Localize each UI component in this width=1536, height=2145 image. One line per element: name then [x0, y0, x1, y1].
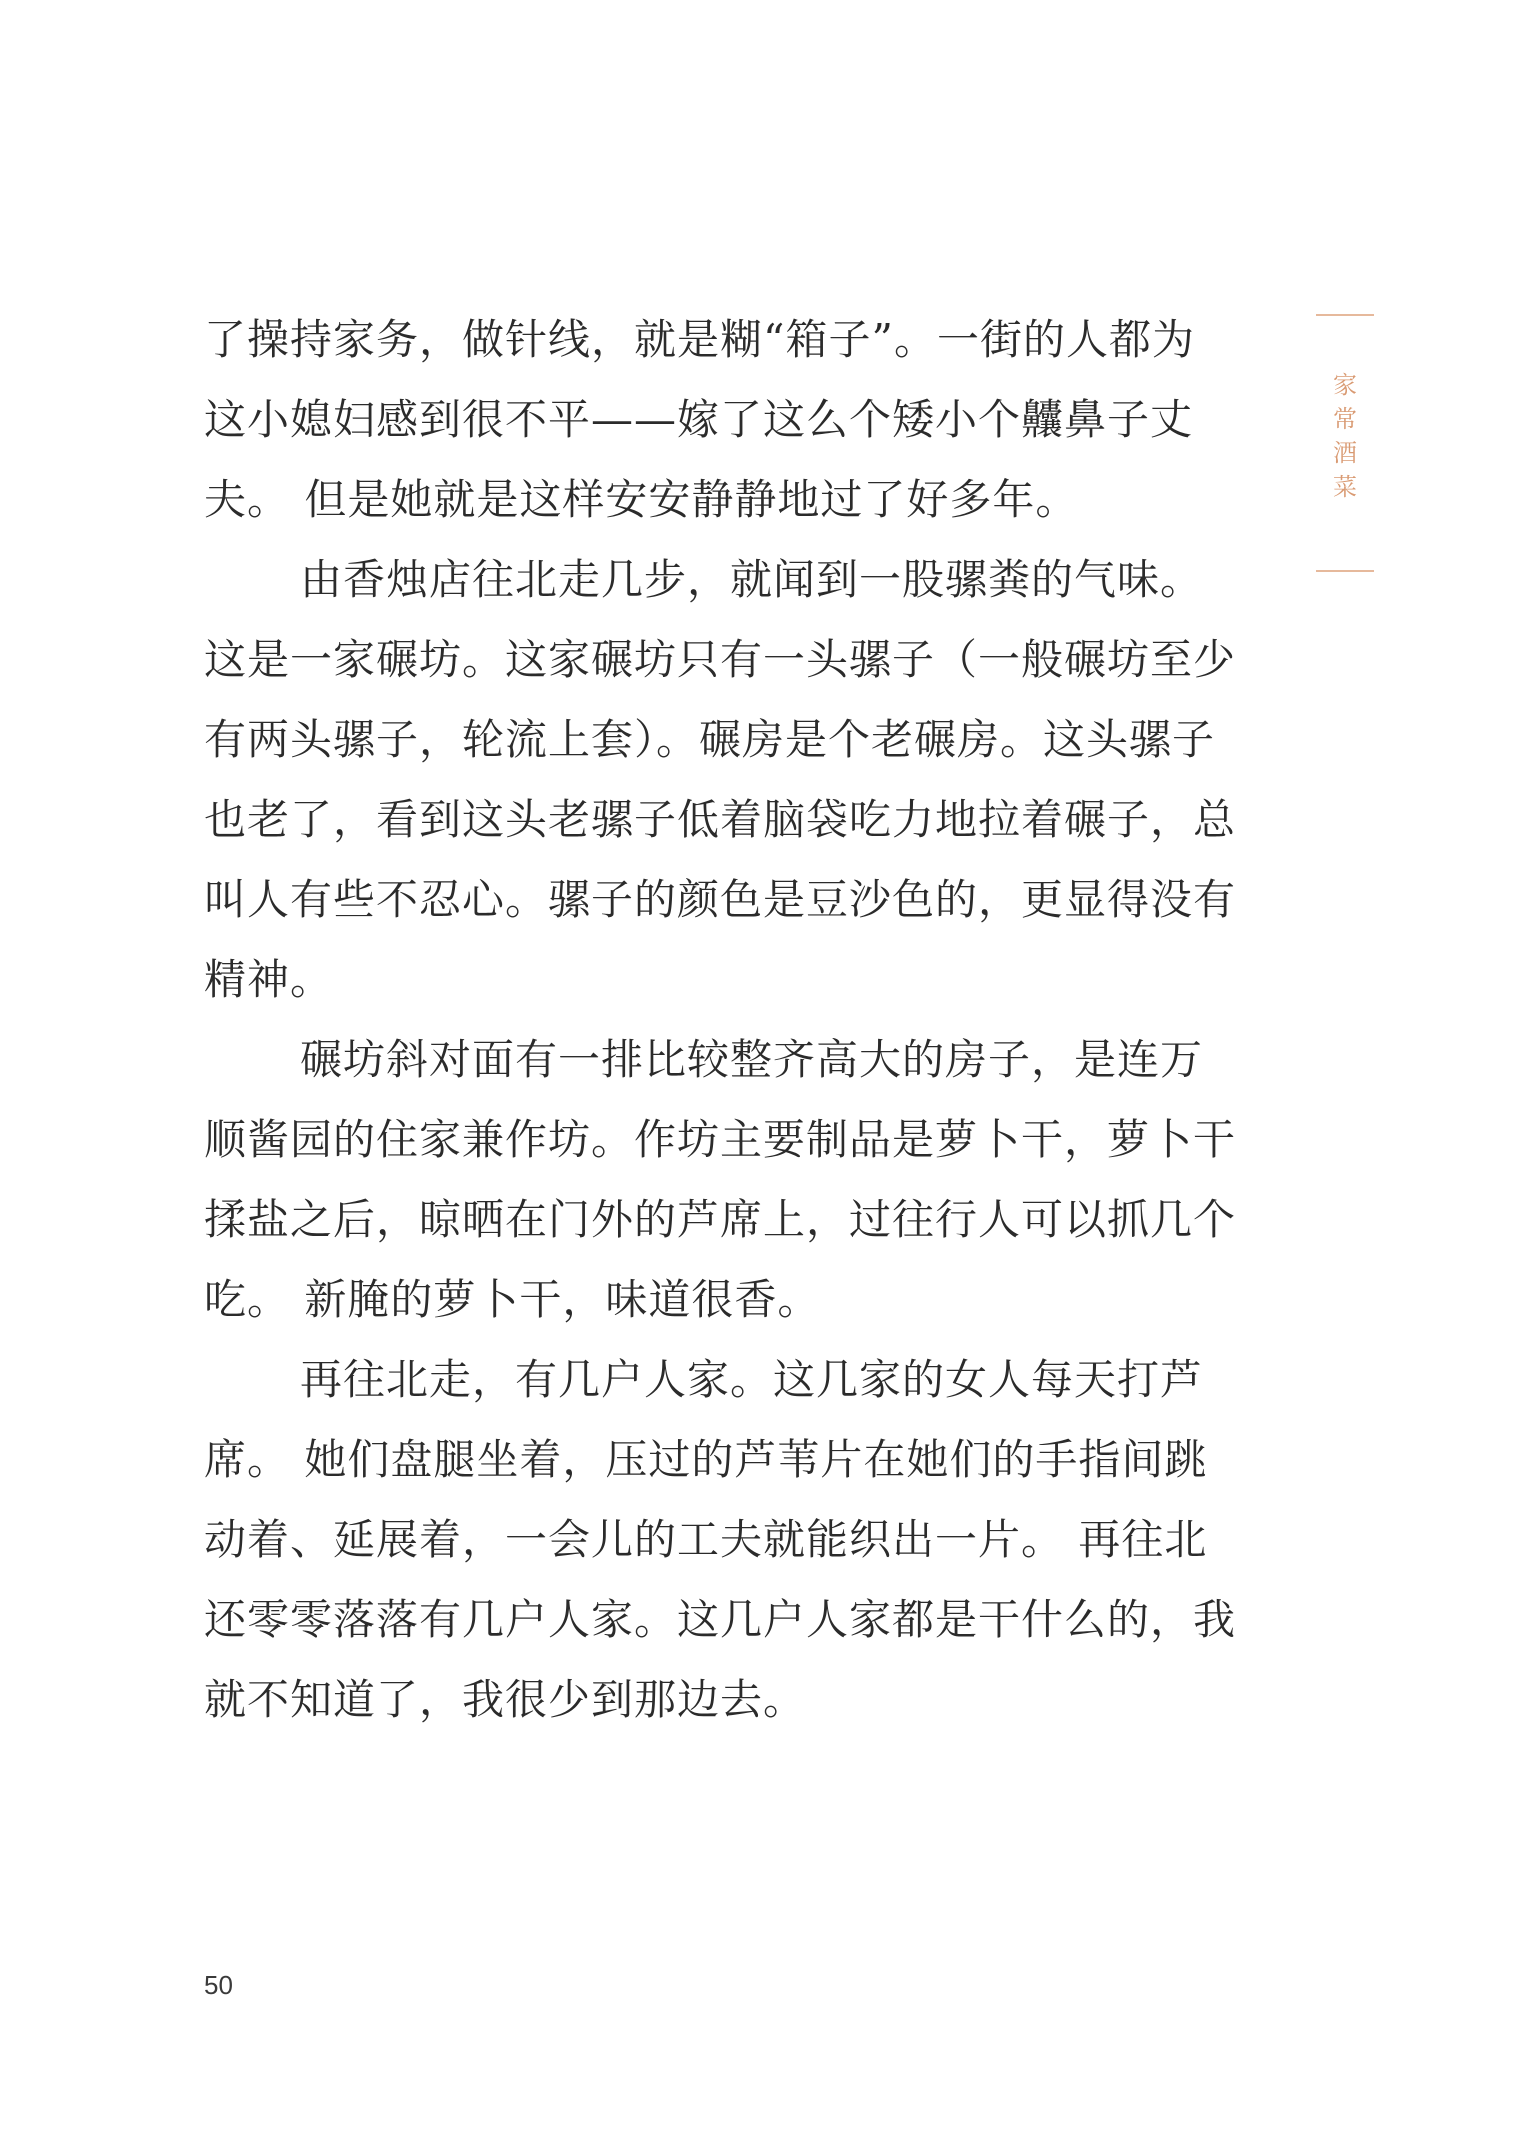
text-line: 还零零落落有几户人家。这几户人家都是干什么的，我	[204, 1595, 1237, 1644]
running-title-bottom-rule	[1316, 570, 1374, 572]
page-number: 50	[204, 1970, 233, 2000]
running-title-char: 常	[1333, 405, 1357, 433]
text-line: 顺酱园的住家兼作坊。作坊主要制品是萝卜干，萝卜干	[204, 1115, 1237, 1164]
running-title-top-rule	[1316, 314, 1374, 316]
text-line: 席。 她们盘腿坐着，压过的芦苇片在她们的手指间跳	[204, 1435, 1208, 1484]
text-line: 动着、延展着，一会儿的工夫就能织出一片。 再往北	[204, 1515, 1208, 1564]
text-line: 就不知道了，我很少到那边去。	[204, 1675, 807, 1724]
paragraph-start-line: 碾坊斜对面有一排比较整齐高大的房子，是连万	[300, 1035, 1204, 1084]
body-text	[204, 300, 1237, 1740]
paragraph-start-line: 再往北走，有几户人家。这几家的女人每天打芦	[300, 1355, 1204, 1404]
text-line: 这是一家碾坊。这家碾坊只有一头骡子（一般碾坊至少	[204, 635, 1237, 684]
running-title	[1330, 368, 1360, 504]
running-title-char: 酒	[1333, 439, 1357, 467]
text-line: 精神。	[204, 955, 334, 1004]
text-line: 吃。 新腌的萝卜干，味道很香。	[204, 1275, 821, 1324]
text-line: 有两头骡子，轮流上套）。碾房是个老碾房。这头骡子	[204, 715, 1216, 764]
paragraph-start-line: 由香烛店往北走几步，就闻到一股骡粪的气味。	[300, 555, 1204, 604]
running-title-char: 菜	[1333, 473, 1357, 501]
text-line: 了操持家务，做针线，就是糊“箱子”。一街的人都为	[204, 315, 1195, 364]
text-line: 也老了，看到这头老骡子低着脑袋吃力地拉着碾子，总	[204, 795, 1237, 844]
text-line: 夫。 但是她就是这样安安静静地过了好多年。	[204, 475, 1079, 524]
text-line: 这小媳妇感到很不平——嫁了这么个矮小个齉鼻子丈	[204, 395, 1194, 444]
running-title-char: 家	[1333, 371, 1357, 399]
text-line: 揉盐之后，晾晒在门外的芦席上，过往行人可以抓几个	[204, 1195, 1237, 1244]
text-line: 叫人有些不忍心。骡子的颜色是豆沙色的，更显得没有	[204, 875, 1237, 924]
